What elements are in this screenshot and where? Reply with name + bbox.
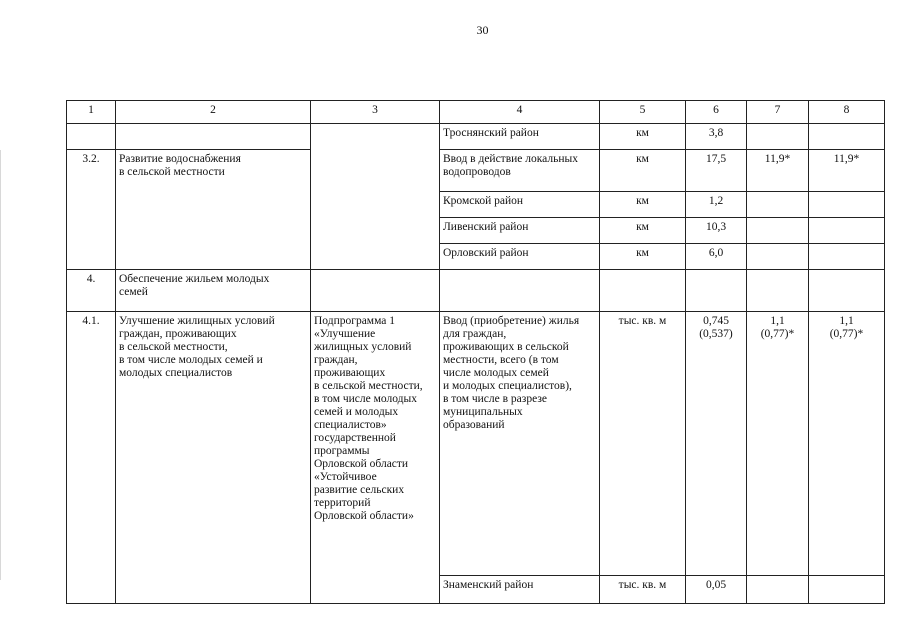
cell-value-2020 — [747, 192, 809, 218]
cell-value-2021: 1,1 (0,77)* — [809, 312, 885, 576]
cell-value-2019: 0,745 (0,537) — [686, 312, 747, 576]
cell-number: 4.1. — [67, 312, 116, 604]
cell-indicator: Ввод в действие локальных водопроводов — [440, 150, 600, 192]
cell-indicator: Ввод (приобретение) жилья для граждан, проживающих в сельской местности, всего (в том числе молодых семей и молодых специалистов), в том числе в разрезе муниципальных образований — [440, 312, 600, 576]
header-cell: 6 — [686, 101, 747, 124]
cell-activity: Обеспечение жильем молодых семей — [116, 270, 311, 312]
cell-indicator: Ливенский район — [440, 218, 600, 244]
cell-unit: км — [600, 218, 686, 244]
cell-unit: тыс. кв. м — [600, 312, 686, 576]
cell-value-2021 — [809, 270, 885, 312]
cell-value-2020 — [747, 244, 809, 270]
header-cell: 8 — [809, 101, 885, 124]
cell-indicator: Кромской район — [440, 192, 600, 218]
cell-value-2021 — [809, 576, 885, 604]
cell-value-2020 — [747, 124, 809, 150]
cell-indicator — [440, 270, 600, 312]
cell-unit: тыс. кв. м — [600, 576, 686, 604]
cell-value-2020 — [747, 270, 809, 312]
cell-value-2019: 6,0 — [686, 244, 747, 270]
cell-activity: Развитие водоснабжения в сельской местности — [116, 150, 311, 270]
cell-unit: км — [600, 192, 686, 218]
header-row — [67, 101, 885, 124]
header-cell: 2 — [116, 101, 311, 124]
cell-number: 4. — [67, 270, 116, 312]
table-row — [67, 270, 885, 312]
header-cell: 5 — [600, 101, 686, 124]
cell-program: Подпрограмма 1 «Улучшение жилищных условий граждан, проживающих в сельской местности, в том числе молодых семей и молодых специалистов» государственной программы Орловской области «Устойчивое развитие сельских территорий Орловской области» — [311, 312, 440, 604]
header-cell: 3 — [311, 101, 440, 124]
table-row — [67, 124, 885, 150]
cell-indicator: Знаменский район — [440, 576, 600, 604]
cell-value-2020: 11,9* — [747, 150, 809, 192]
cell-value-2019: 10,3 — [686, 218, 747, 244]
cell-value-2019: 0,05 — [686, 576, 747, 604]
cell-number — [67, 124, 116, 150]
cell-value-2020 — [747, 576, 809, 604]
cell-value-2020: 1,1 (0,77)* — [747, 312, 809, 576]
cell-value-2021 — [809, 192, 885, 218]
cell-activity — [116, 124, 311, 150]
cell-value-2019: 17,5 — [686, 150, 747, 192]
cell-unit: км — [600, 244, 686, 270]
cell-program — [311, 270, 440, 312]
indicators-table — [66, 100, 885, 604]
cell-value-2021 — [809, 124, 885, 150]
header-cell: 1 — [67, 101, 116, 124]
cell-unit: км — [600, 124, 686, 150]
table-row — [67, 312, 885, 576]
table-row — [67, 150, 885, 192]
page-number: 30 — [476, 23, 489, 37]
cell-value-2019: 1,2 — [686, 192, 747, 218]
cell-indicator: Троснянский район — [440, 124, 600, 150]
cell-value-2020 — [747, 218, 809, 244]
cell-activity: Улучшение жилищных условий граждан, проживающих в сельской местности, в том числе молодых семей и молодых специалистов — [116, 312, 311, 604]
cell-indicator: Орловский район — [440, 244, 600, 270]
scan-edge-line — [0, 150, 1, 580]
header-cell: 7 — [747, 101, 809, 124]
cell-number: 3.2. — [67, 150, 116, 270]
cell-unit: км — [600, 150, 686, 192]
cell-program — [311, 124, 440, 270]
cell-value-2021 — [809, 218, 885, 244]
cell-value-2019: 3,8 — [686, 124, 747, 150]
cell-value-2019 — [686, 270, 747, 312]
cell-value-2021 — [809, 244, 885, 270]
cell-value-2021: 11,9* — [809, 150, 885, 192]
header-cell: 4 — [440, 101, 600, 124]
cell-unit — [600, 270, 686, 312]
